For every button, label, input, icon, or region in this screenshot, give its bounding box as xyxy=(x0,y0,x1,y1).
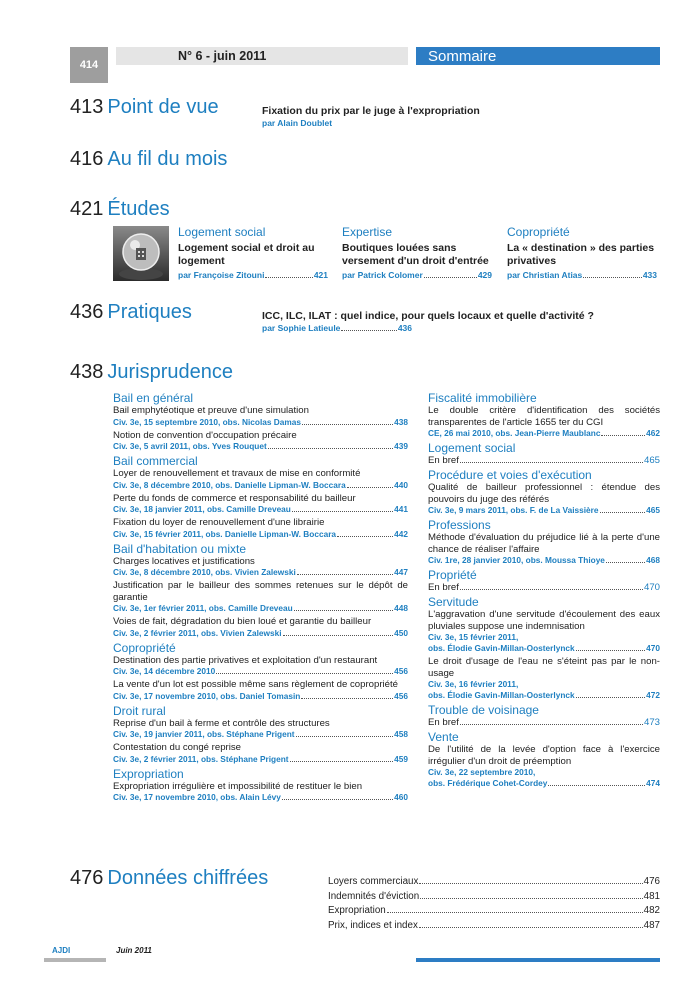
jurisprudence-item[interactable] xyxy=(113,655,408,678)
jurisprudence-category: Servitude xyxy=(428,595,479,609)
jurisprudence-item-page: 456 xyxy=(394,690,408,701)
donnees-item[interactable] xyxy=(328,919,660,934)
section-title: Études xyxy=(107,198,170,220)
jurisprudence-item-ref-line: Civ. 3e, 16 février 2011, xyxy=(428,679,519,689)
footer-blue-rule xyxy=(416,958,660,962)
jurisprudence-item-ref: Civ. 3e, 2 février 2011, obs. Stéphane Prigent xyxy=(113,753,289,764)
etude-item-copropriete[interactable] xyxy=(507,225,657,280)
jurisprudence-item-ref: Civ. 3e, 15 février 2011, obs. Danielle Lipman-W. Boccara xyxy=(113,528,337,539)
jurisprudence-item-ref-row xyxy=(113,504,408,515)
jurisprudence-item[interactable] xyxy=(113,405,408,428)
jurisprudence-category: Fiscalité immobilière xyxy=(428,391,537,405)
jurisprudence-item-ref: Civ. 3e, 19 janvier 2011, obs. Stéphane Prigent xyxy=(113,729,295,739)
jurisprudence-category: Logement social xyxy=(428,441,516,455)
section-title: Pratiques xyxy=(107,301,192,323)
jurisprudence-item[interactable] xyxy=(113,468,408,491)
footer-date: Juin 2011 xyxy=(116,946,152,955)
article-page: 436 xyxy=(397,323,412,333)
page-title: Sommaire xyxy=(416,47,660,65)
donnees-item-page: 481 xyxy=(643,890,660,902)
jurisprudence-item-title: De l'utilité de la levée d'option face à l'exercice irrégulier d'un droit de préemption xyxy=(428,744,660,767)
jurisprudence-item-ref: Civ. 3e, 8 décembre 2010, obs. Vivien Zalewski xyxy=(113,567,296,577)
jurisprudence-item[interactable] xyxy=(428,482,660,516)
jurisprudence-item-ref-row xyxy=(428,555,660,566)
jurisprudence-item-ref-row xyxy=(428,690,660,701)
section-donnees-chiffrees[interactable] xyxy=(70,867,268,890)
jurisprudence-item-title: Qualité de bailleur professionnel : étendue des pouvoirs du juge des référés xyxy=(428,482,660,505)
jurisprudence-category: Trouble de voisinage xyxy=(428,703,539,717)
jurisprudence-item-ref-row xyxy=(113,691,408,702)
jurisprudence-right-column xyxy=(428,391,660,791)
jurisprudence-item-ref-row xyxy=(113,529,408,540)
jurisprudence-item-page: 439 xyxy=(394,441,408,451)
jurisprudence-item[interactable] xyxy=(113,517,408,540)
jurisprudence-item-ref: Civ. 3e, 18 janvier 2011, obs. Camille Dreveau xyxy=(113,504,291,514)
article-title: ICC, ILC, ILAT : quel indice, pour quels locaux et quelle d'activité ? xyxy=(262,310,594,322)
jurisprudence-item-ref-line: Civ. 3e, 22 septembre 2010, xyxy=(428,767,536,777)
jurisprudence-item[interactable] xyxy=(428,717,660,728)
jurisprudence-category: Droit rural xyxy=(113,703,166,718)
etude-author: par Patrick Colomer xyxy=(342,270,423,280)
section-jurisprudence[interactable] xyxy=(70,361,233,384)
jurisprudence-item[interactable] xyxy=(113,556,408,579)
jurisprudence-item[interactable] xyxy=(113,493,408,516)
point-de-vue-article[interactable] xyxy=(262,105,480,128)
jurisprudence-item-page: 440 xyxy=(394,479,408,490)
jurisprudence-item[interactable] xyxy=(428,532,660,566)
etude-author-line xyxy=(178,270,328,280)
jurisprudence-item-page: 458 xyxy=(394,729,408,739)
jurisprudence-item-ref: obs. Élodie Gavin-Millan-Oosterlynck xyxy=(428,643,575,653)
jurisprudence-category: Professions xyxy=(428,518,491,532)
etude-category: Expertise xyxy=(342,225,393,239)
jurisprudence-item-page: 470 xyxy=(646,643,660,653)
jurisprudence-item-page: 442 xyxy=(394,528,408,539)
jurisprudence-item-ref: Civ. 3e, 17 novembre 2010, obs. Alain Lévy xyxy=(113,792,281,802)
jurisprudence-item-ref-row xyxy=(113,603,408,614)
footer-journal: AJDI xyxy=(52,946,71,955)
jurisprudence-item[interactable] xyxy=(113,580,408,614)
jurisprudence-item[interactable] xyxy=(428,582,660,593)
jurisprudence-item-ref-row xyxy=(428,582,660,593)
jurisprudence-category: Bail en général xyxy=(113,391,194,405)
etude-title: Boutiques louées sans versement d'un droit d'entrée xyxy=(342,242,489,267)
donnees-item-label: Expropriation xyxy=(328,905,386,917)
page-number: 414 xyxy=(70,47,108,83)
jurisprudence-item-title: Reprise d'un bail à ferme et contrôle des structures xyxy=(113,717,330,729)
jurisprudence-item-ref: Civ. 3e, 15 septembre 2010, obs. Nicolas Damas xyxy=(113,416,302,427)
section-number: 413 xyxy=(70,96,104,118)
jurisprudence-item-page: 468 xyxy=(646,555,660,565)
section-title: Point de vue xyxy=(107,96,219,118)
jurisprudence-category: Bail d'habitation ou mixte xyxy=(113,541,247,556)
jurisprudence-category: Propriété xyxy=(428,568,477,582)
jurisprudence-item-ref-row xyxy=(428,643,660,654)
donnees-item-label: Indemnités d'éviction xyxy=(328,890,420,902)
jurisprudence-item-ref: En bref xyxy=(428,582,459,593)
jurisprudence-item[interactable] xyxy=(428,744,660,789)
jurisprudence-item-ref: Civ. 3e, 5 avril 2011, obs. Yves Rouquet xyxy=(113,441,267,451)
jurisprudence-item-title: Perte du fonds de commerce et responsabilité du bailleur xyxy=(113,492,356,504)
issue-label: N° 6 - juin 2011 xyxy=(116,47,408,65)
jurisprudence-item-title: Justification par le bailleur des sommes retenues sur le dépôt de garantie xyxy=(113,580,408,603)
jurisprudence-item[interactable] xyxy=(113,742,408,765)
jurisprudence-item-title: L'aggravation d'une servitude d'écoulement des eaux pluviales suppose une indemnisation xyxy=(428,609,660,632)
etude-page: 433 xyxy=(642,270,657,280)
etude-author-line xyxy=(342,270,492,280)
donnees-item[interactable] xyxy=(328,890,660,905)
donnees-list xyxy=(328,875,660,934)
jurisprudence-left-column xyxy=(113,391,408,805)
donnees-item-page: 476 xyxy=(643,876,660,887)
jurisprudence-item-ref-row xyxy=(113,754,408,765)
jurisprudence-item-title: Loyer de renouvellement et travaux de mise en conformité xyxy=(113,468,361,479)
etude-title: La « destination » des parties privatives xyxy=(507,242,655,267)
article-author-line xyxy=(262,323,412,333)
jurisprudence-item[interactable] xyxy=(113,781,408,804)
jurisprudence-item-page: 459 xyxy=(394,753,408,764)
jurisprudence-item-title: Fixation du loyer de renouvellement d'une librairie xyxy=(113,517,325,528)
jurisprudence-item-ref: obs. Élodie Gavin-Millan-Oosterlynck xyxy=(428,690,575,700)
jurisprudence-item-title: Le droit d'usage de l'eau ne s'éteint pas par le non-usage xyxy=(428,656,660,679)
jurisprudence-item-ref-row xyxy=(113,792,408,803)
jurisprudence-category: Copropriété xyxy=(113,640,176,655)
etudes-thumbnail-image xyxy=(113,226,169,281)
jurisprudence-item-ref-row xyxy=(428,428,660,439)
jurisprudence-item-ref-row xyxy=(113,567,408,578)
jurisprudence-item-page: 462 xyxy=(646,428,660,438)
jurisprudence-item-ref: obs. Frédérique Cohet-Cordey xyxy=(428,778,548,788)
jurisprudence-item-title: Destination des partie privatives et exploitation d'un restaurant xyxy=(113,654,378,666)
donnees-item-label: Loyers commerciaux xyxy=(328,876,419,887)
jurisprudence-item-ref: En bref xyxy=(428,455,459,466)
pratiques-article[interactable] xyxy=(262,310,662,333)
jurisprudence-item-ref-row xyxy=(113,480,408,491)
jurisprudence-item-ref-row xyxy=(428,505,660,516)
jurisprudence-item[interactable] xyxy=(428,455,660,466)
jurisprudence-item-page: 448 xyxy=(394,603,408,613)
donnees-item[interactable] xyxy=(328,904,660,919)
jurisprudence-category: Vente xyxy=(428,730,459,744)
jurisprudence-item-title: Notion de convention d'occupation précaire xyxy=(113,429,297,441)
jurisprudence-item-page: 438 xyxy=(394,416,408,427)
jurisprudence-item-ref-row xyxy=(113,628,408,639)
jurisprudence-item-page: 465 xyxy=(643,455,660,466)
jurisprudence-item-page: 441 xyxy=(394,504,408,514)
section-au-fil-du-mois[interactable] xyxy=(70,148,227,171)
jurisprudence-item-ref: CE, 26 mai 2010, obs. Jean-Pierre Maublanc xyxy=(428,428,601,438)
section-number: 436 xyxy=(70,301,104,323)
donnees-item-page: 482 xyxy=(643,905,660,917)
jurisprudence-item-page: 456 xyxy=(394,666,408,676)
jurisprudence-item[interactable] xyxy=(113,616,408,639)
etude-author-line xyxy=(507,270,657,280)
section-point-de-vue[interactable] xyxy=(70,96,219,119)
section-number: 476 xyxy=(70,867,104,889)
etude-category: Copropriété xyxy=(507,225,570,239)
article-author: par Alain Doublet xyxy=(262,118,333,128)
jurisprudence-item-ref-row xyxy=(113,666,408,677)
donnees-item[interactable] xyxy=(328,875,660,890)
section-pratiques[interactable] xyxy=(70,301,192,324)
etude-item-expertise[interactable] xyxy=(342,225,492,280)
jurisprudence-category: Expropriation xyxy=(113,766,184,781)
etude-page: 429 xyxy=(477,270,492,280)
section-number: 416 xyxy=(70,148,104,170)
jurisprudence-item-title: Méthode d'évaluation du préjudice lié à la perte d'une chance de réaliser l'affaire xyxy=(428,532,660,555)
jurisprudence-item[interactable] xyxy=(113,679,408,702)
section-etudes[interactable] xyxy=(70,198,170,221)
jurisprudence-item-page: 460 xyxy=(394,792,408,802)
section-number: 438 xyxy=(70,361,104,383)
jurisprudence-item-page: 447 xyxy=(394,567,408,577)
jurisprudence-item-title: Le double critère d'identification des sociétés transparentes de l'article 1655 ter du CGI xyxy=(428,405,660,428)
etude-title: Logement social et droit au logement xyxy=(178,242,315,267)
jurisprudence-item-title: Voies de fait, dégradation du bien loué et garantie du bailleur xyxy=(113,616,372,627)
etude-page: 421 xyxy=(313,270,328,280)
article-author: par Sophie Latieule xyxy=(262,323,341,333)
jurisprudence-item-ref-row xyxy=(113,417,408,428)
jurisprudence-item-title: La vente d'un lot est possible même sans règlement de copropriété xyxy=(113,679,399,690)
section-number: 421 xyxy=(70,198,104,220)
etude-category: Logement social xyxy=(178,225,266,239)
etude-author: par Françoise Zitouni xyxy=(178,270,265,280)
jurisprudence-item-ref-row xyxy=(113,729,408,740)
jurisprudence-item-ref-row xyxy=(428,717,660,728)
jurisprudence-item-title: Bail emphytéotique et preuve d'une simulation xyxy=(113,405,309,416)
jurisprudence-item-ref-row xyxy=(428,778,660,789)
jurisprudence-item-ref-row xyxy=(428,455,660,466)
donnees-item-page: 487 xyxy=(643,920,660,932)
jurisprudence-item-page: 465 xyxy=(646,505,660,515)
jurisprudence-item-page: 473 xyxy=(643,717,660,728)
jurisprudence-item-ref-row xyxy=(113,441,408,452)
jurisprudence-item-ref: Civ. 3e, 14 décembre 2010 xyxy=(113,666,216,676)
jurisprudence-item-ref: En bref xyxy=(428,717,459,728)
jurisprudence-category: Procédure et voies d'exécution xyxy=(428,468,592,482)
jurisprudence-item[interactable] xyxy=(428,656,660,701)
jurisprudence-item-page: 450 xyxy=(394,627,408,638)
jurisprudence-item[interactable] xyxy=(428,405,660,439)
section-title: Au fil du mois xyxy=(107,148,228,170)
jurisprudence-category: Bail commercial xyxy=(113,454,198,468)
etude-author: par Christian Atias xyxy=(507,270,583,280)
jurisprudence-item-ref: Civ. 3e, 8 décembre 2010, obs. Danielle Lipman-W. Boccara xyxy=(113,479,346,490)
jurisprudence-item-title: Contestation du congé reprise xyxy=(113,742,241,753)
jurisprudence-item-ref: Civ. 3e, 9 mars 2011, obs. F. de La Vaissière xyxy=(428,505,599,515)
article-title: Fixation du prix par le juge à l'expropriation xyxy=(262,105,480,117)
etude-item-logement-social[interactable] xyxy=(178,225,328,280)
jurisprudence-item-title: Expropriation irrégulière et impossibilité de restituer le bien xyxy=(113,780,363,792)
footer-gray-rule xyxy=(44,958,106,962)
section-title: Jurisprudence xyxy=(107,361,233,383)
jurisprudence-item-page: 470 xyxy=(643,582,660,593)
jurisprudence-item-ref-line: Civ. 3e, 15 février 2011, xyxy=(428,632,519,642)
jurisprudence-item-ref: Civ. 1re, 28 janvier 2010, obs. Moussa Thioye xyxy=(428,555,605,565)
jurisprudence-item[interactable] xyxy=(428,609,660,654)
jurisprudence-item-ref: Civ. 3e, 2 février 2011, obs. Vivien Zalewski xyxy=(113,627,282,638)
donnees-item-label: Prix, indices et index xyxy=(328,920,418,932)
jurisprudence-item-page: 474 xyxy=(646,778,660,788)
jurisprudence-item[interactable] xyxy=(113,718,408,741)
section-title: Données chiffrées xyxy=(107,867,269,889)
jurisprudence-item-title: Charges locatives et justifications xyxy=(113,555,255,567)
jurisprudence-item-page: 472 xyxy=(646,690,660,700)
jurisprudence-item-ref: Civ. 3e, 17 novembre 2010, obs. Daniel Tomasin xyxy=(113,690,301,701)
jurisprudence-item-ref: Civ. 3e, 1er février 2011, obs. Camille Dreveau xyxy=(113,603,293,613)
jurisprudence-item[interactable] xyxy=(113,430,408,453)
